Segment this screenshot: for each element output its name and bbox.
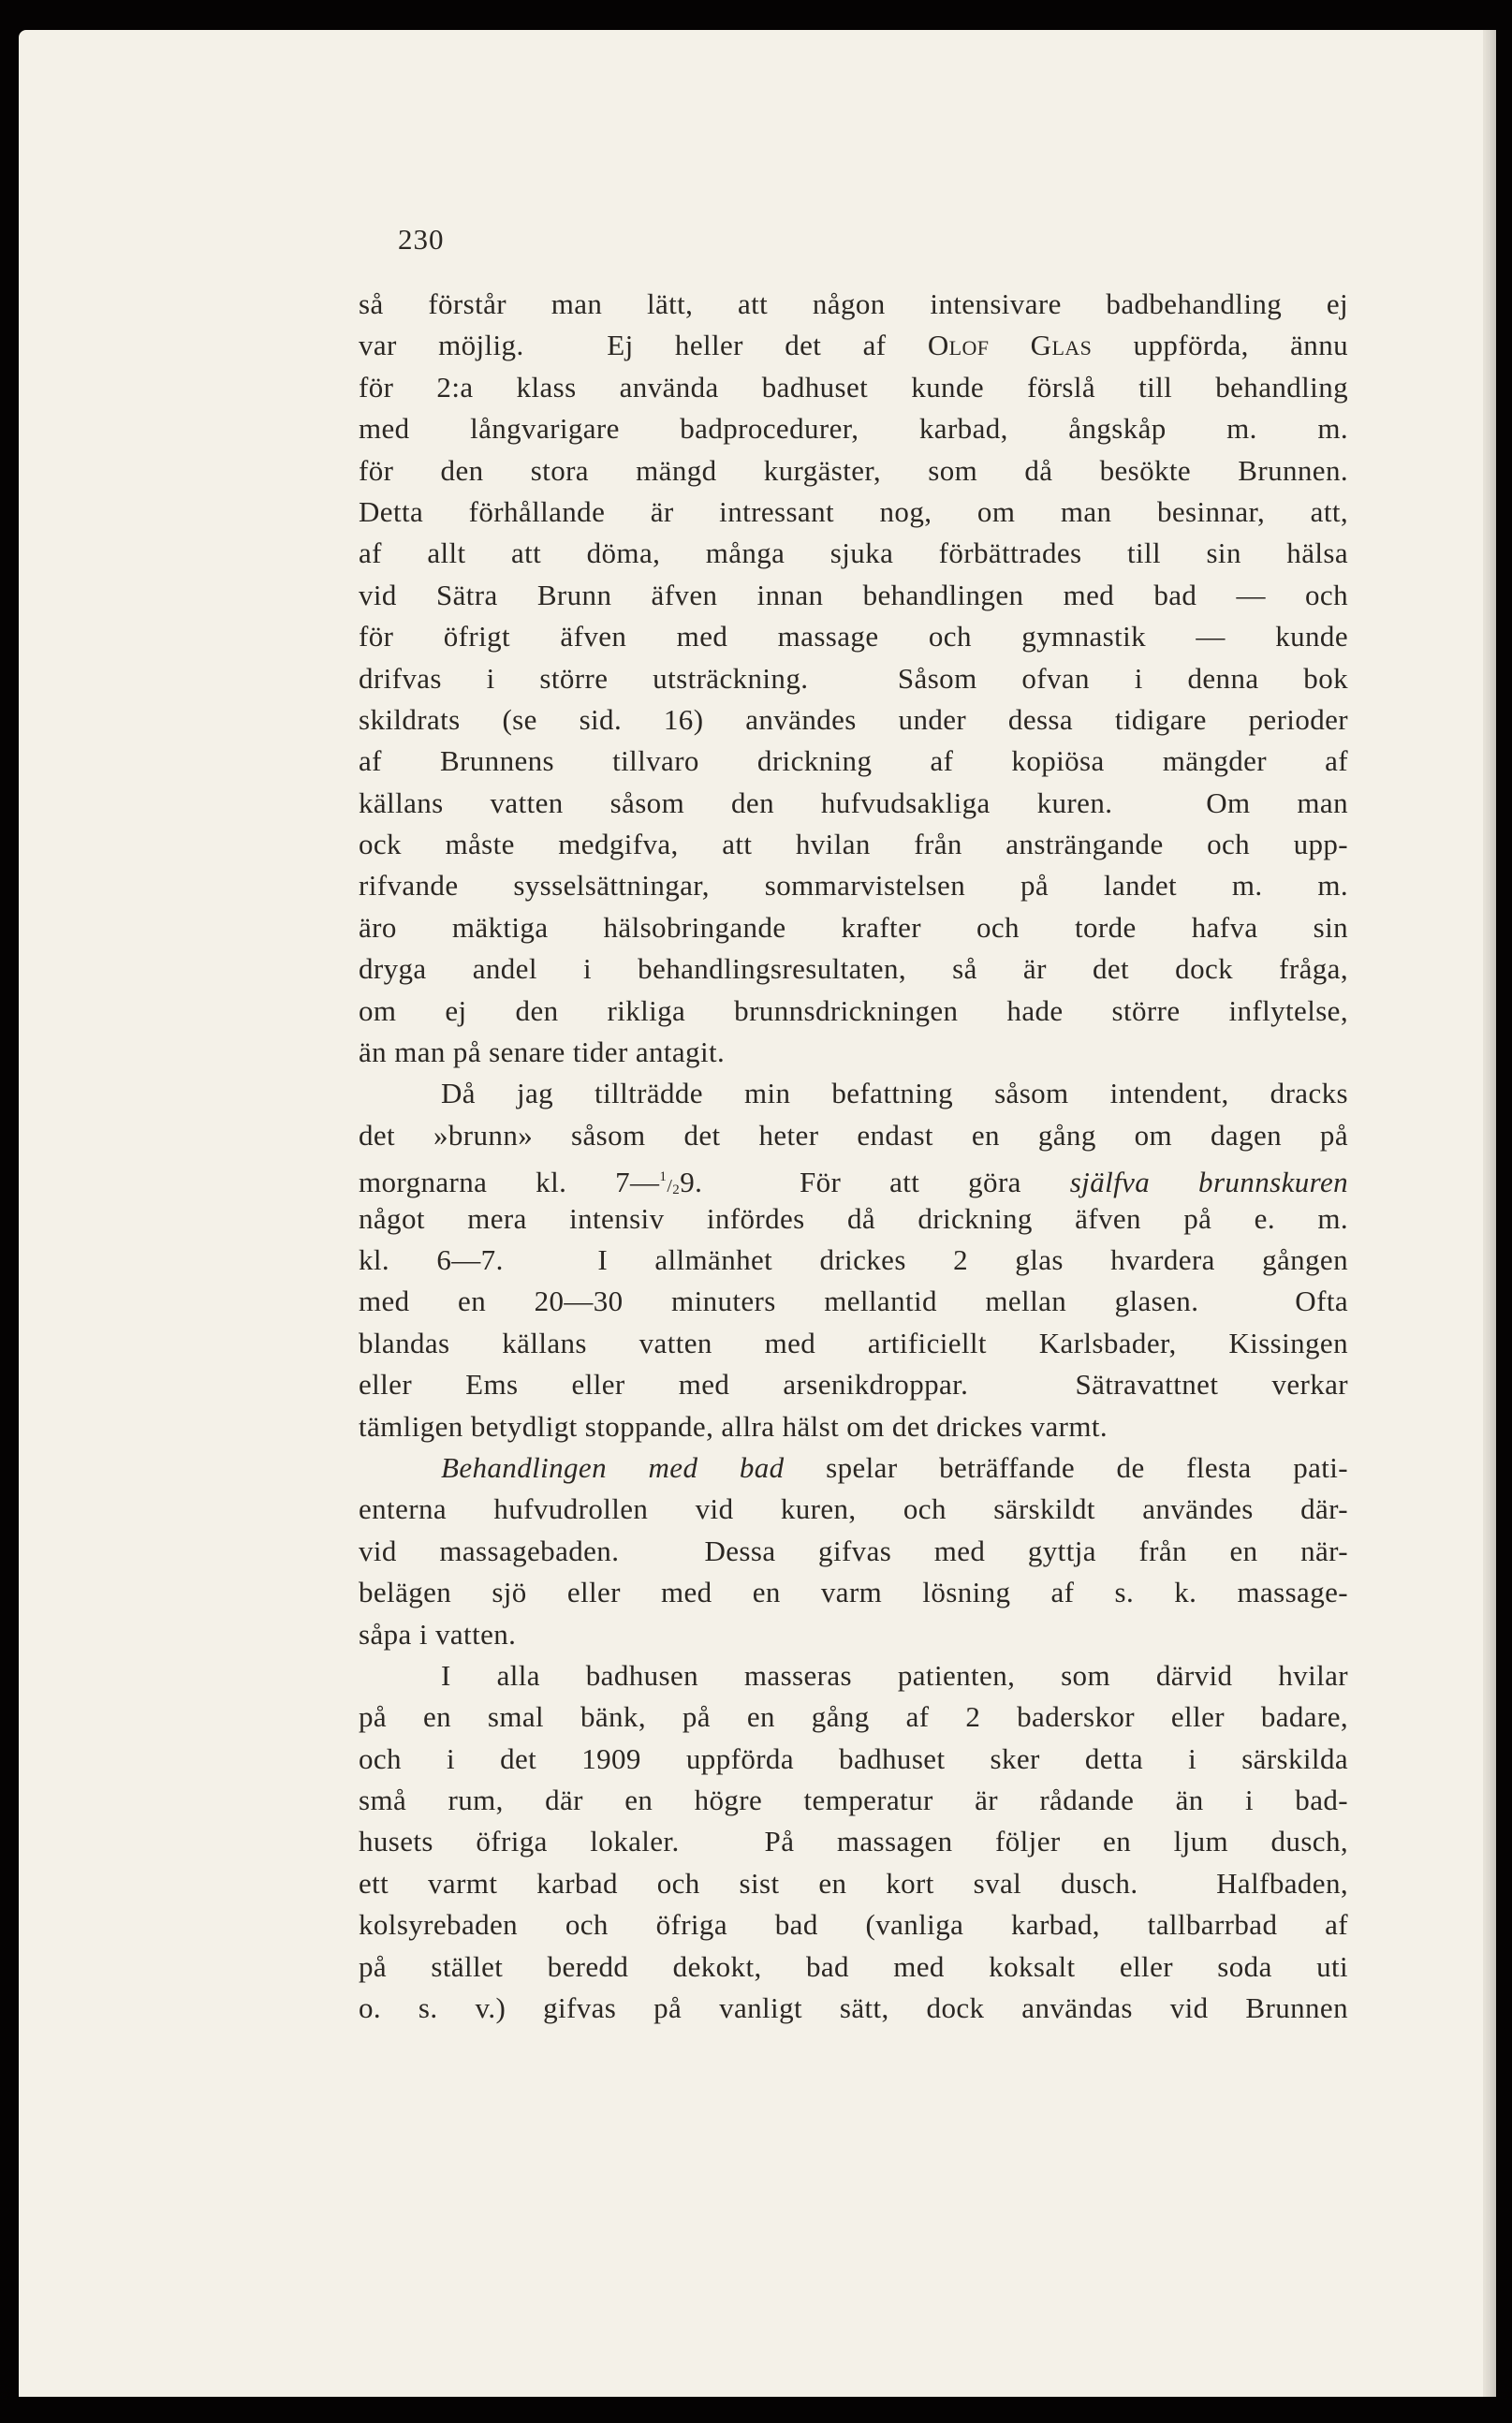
text-line <box>359 1531 1348 1572</box>
text-line <box>359 450 1348 492</box>
text-line <box>359 367 1348 408</box>
text-line <box>359 1614 1348 1655</box>
text-run: och i det 1909 uppförda badhuset sker detta i särskilda <box>359 1741 1348 1775</box>
text-line <box>359 575 1348 616</box>
text-run: det »brunn» såsom det heter endast en gång om dagen på <box>359 1118 1348 1152</box>
text-run: dryga andel i behandlingsresultaten, så är det dock fråga, <box>359 952 1348 986</box>
text-line <box>359 865 1348 906</box>
page-number: 230 <box>398 223 445 256</box>
text-italic: själfva brunnskuren <box>1069 1166 1349 1199</box>
text-line <box>359 741 1348 782</box>
text-run: källans vatten såsom den hufvudsakliga kuren. Om man <box>359 786 1348 819</box>
text-line <box>359 1115 1348 1156</box>
text-run: I alla badhusen masseras patienten, som därvid hvilar <box>441 1658 1348 1692</box>
text-line <box>359 1240 1348 1281</box>
text-line <box>359 1198 1348 1240</box>
text-run: tämligen betydligt stoppande, allra hälst om det drickes varmt. <box>359 1409 1108 1443</box>
text-italic: Behandlingen med bad <box>441 1450 785 1484</box>
text-line <box>359 492 1348 533</box>
text-run: belägen sjö eller med en varm lösning af s. k. massage- <box>359 1576 1348 1609</box>
text-run: för den stora mängd kurgäster, som då besökte Brunnen. <box>359 453 1348 487</box>
text-frac: / <box>667 1176 673 1197</box>
text-run: af Brunnens tillvaro drickning af kopiösa mängder af <box>359 744 1348 778</box>
text-line <box>359 408 1348 449</box>
text-run: 9. För att göra <box>680 1166 1070 1199</box>
text-line <box>359 1323 1348 1364</box>
text-run: husets öfriga lokaler. På massagen följer en ljum dusch, <box>359 1825 1348 1858</box>
text-line <box>359 1156 1348 1197</box>
text-run: på stället beredd dekokt, bad med koksalt eller soda uti <box>359 1949 1348 1983</box>
text-run: vid Sätra Brunn äfven innan behandlingen med bad — och <box>359 578 1348 611</box>
text-line <box>359 907 1348 948</box>
paragraph <box>359 1073 1348 1447</box>
text-line <box>359 948 1348 990</box>
text-run: kolsyrebaden och öfriga bad (vanliga karbad, tallbarrbad af <box>359 1908 1348 1942</box>
text-run: små rum, där en högre temperatur är rådande än i bad- <box>359 1784 1348 1817</box>
text-sup: 1 <box>659 1169 668 1185</box>
text-run: än man på senare tider antagit. <box>359 1035 726 1069</box>
text-run: rifvande sysselsättningar, sommarvistelsen på landet m. m. <box>359 869 1348 903</box>
text-run: något mera intensiv infördes då drickning äfven på e. m. <box>359 1201 1348 1235</box>
text-line <box>359 533 1348 574</box>
text-run: ock måste medgifva, att hvilan från ansträngande och upp- <box>359 828 1348 861</box>
text-run: enterna hufvudrollen vid kuren, och särskildt användes där- <box>359 1492 1348 1526</box>
text-line <box>359 616 1348 657</box>
text-run: morgnarna kl. 7— <box>359 1166 660 1199</box>
text-smallcaps: Olof Glas <box>927 329 1093 362</box>
text-line <box>359 1406 1348 1447</box>
text-line <box>359 991 1348 1032</box>
text-run: ett varmt karbad och sist en kort sval dusch. Halfbaden, <box>359 1866 1348 1900</box>
text-line <box>359 1780 1348 1821</box>
text-line <box>359 1032 1348 1073</box>
text-run: kl. 6—7. I allmänhet drickes 2 glas hvardera gången <box>359 1242 1348 1276</box>
text-run: för öfrigt äfven med massage och gymnastik — kunde <box>359 620 1348 653</box>
text-line <box>359 1946 1348 1988</box>
text-run: uppförda, ännu <box>1092 329 1348 362</box>
text-line <box>359 824 1348 865</box>
text-run: om ej den rikliga brunnsdrickningen hade större inflytelse, <box>359 993 1348 1027</box>
text-run: Då jag tillträdde min befattning såsom intendent, dracks <box>441 1077 1348 1110</box>
text-run: blandas källans vatten med artificiellt Karlsbader, Kissingen <box>359 1326 1348 1359</box>
text-line <box>359 1821 1348 1862</box>
text-line <box>359 783 1348 824</box>
text-line <box>359 1655 1348 1696</box>
text-run: var möjlig. Ej heller det af <box>359 329 928 362</box>
text-line <box>359 284 1348 325</box>
text-run: vid massagebaden. Dessa gifvas med gyttja från en när- <box>359 1534 1348 1567</box>
text-line <box>359 1696 1348 1738</box>
text-line <box>359 1073 1348 1114</box>
text-run: drifvas i större utsträckning. Såsom ofvan i denna bok <box>359 661 1348 695</box>
text-line <box>359 1364 1348 1405</box>
text-run: på en smal bänk, på en gång af 2 baderskor eller badare, <box>359 1700 1348 1734</box>
text-line <box>359 699 1348 741</box>
text-run: Detta förhållande är intressant nog, om man besinnar, att, <box>359 494 1348 528</box>
text-run: äro mäktiga hälsobringande krafter och torde hafva sin <box>359 910 1348 944</box>
body-text <box>359 284 1348 2029</box>
text-line <box>359 1447 1348 1489</box>
book-page <box>19 30 1496 2397</box>
text-run: så förstår man lätt, att någon intensivare badbehandling ej <box>359 287 1348 320</box>
text-line <box>359 1572 1348 1613</box>
text-line <box>359 325 1348 366</box>
text-line <box>359 1863 1348 1904</box>
text-sub: 2 <box>672 1182 681 1198</box>
text-run: med en 20—30 minuters mellantid mellan glasen. Ofta <box>359 1285 1348 1318</box>
paragraph <box>359 284 1348 1073</box>
text-run: spelar beträffande de flesta pati- <box>784 1450 1349 1484</box>
paragraph <box>359 1447 1348 1655</box>
text-line <box>359 1904 1348 1946</box>
text-run: eller Ems eller med arsenikdroppar. Sätravattnet verkar <box>359 1368 1348 1402</box>
text-run: för 2:a klass använda badhuset kunde förslå till behandling <box>359 370 1348 404</box>
text-run: o. s. v.) gifvas på vanligt sätt, dock användas vid Brunnen <box>359 1991 1348 2025</box>
text-line <box>359 1489 1348 1530</box>
text-line <box>359 1281 1348 1322</box>
text-run: såpa i vatten. <box>359 1617 517 1651</box>
text-run: af allt att döma, många sjuka förbättrades till sin hälsa <box>359 536 1348 570</box>
paragraph <box>359 1655 1348 2030</box>
text-line <box>359 1739 1348 1780</box>
text-run: med långvarigare badprocedurer, karbad, ångskåp m. m. <box>359 412 1348 446</box>
text-line <box>359 1988 1348 2029</box>
text-line <box>359 658 1348 699</box>
page-edge-shadow <box>1483 30 1496 2397</box>
text-run: skildrats (se sid. 16) användes under dessa tidigare perioder <box>359 702 1348 736</box>
